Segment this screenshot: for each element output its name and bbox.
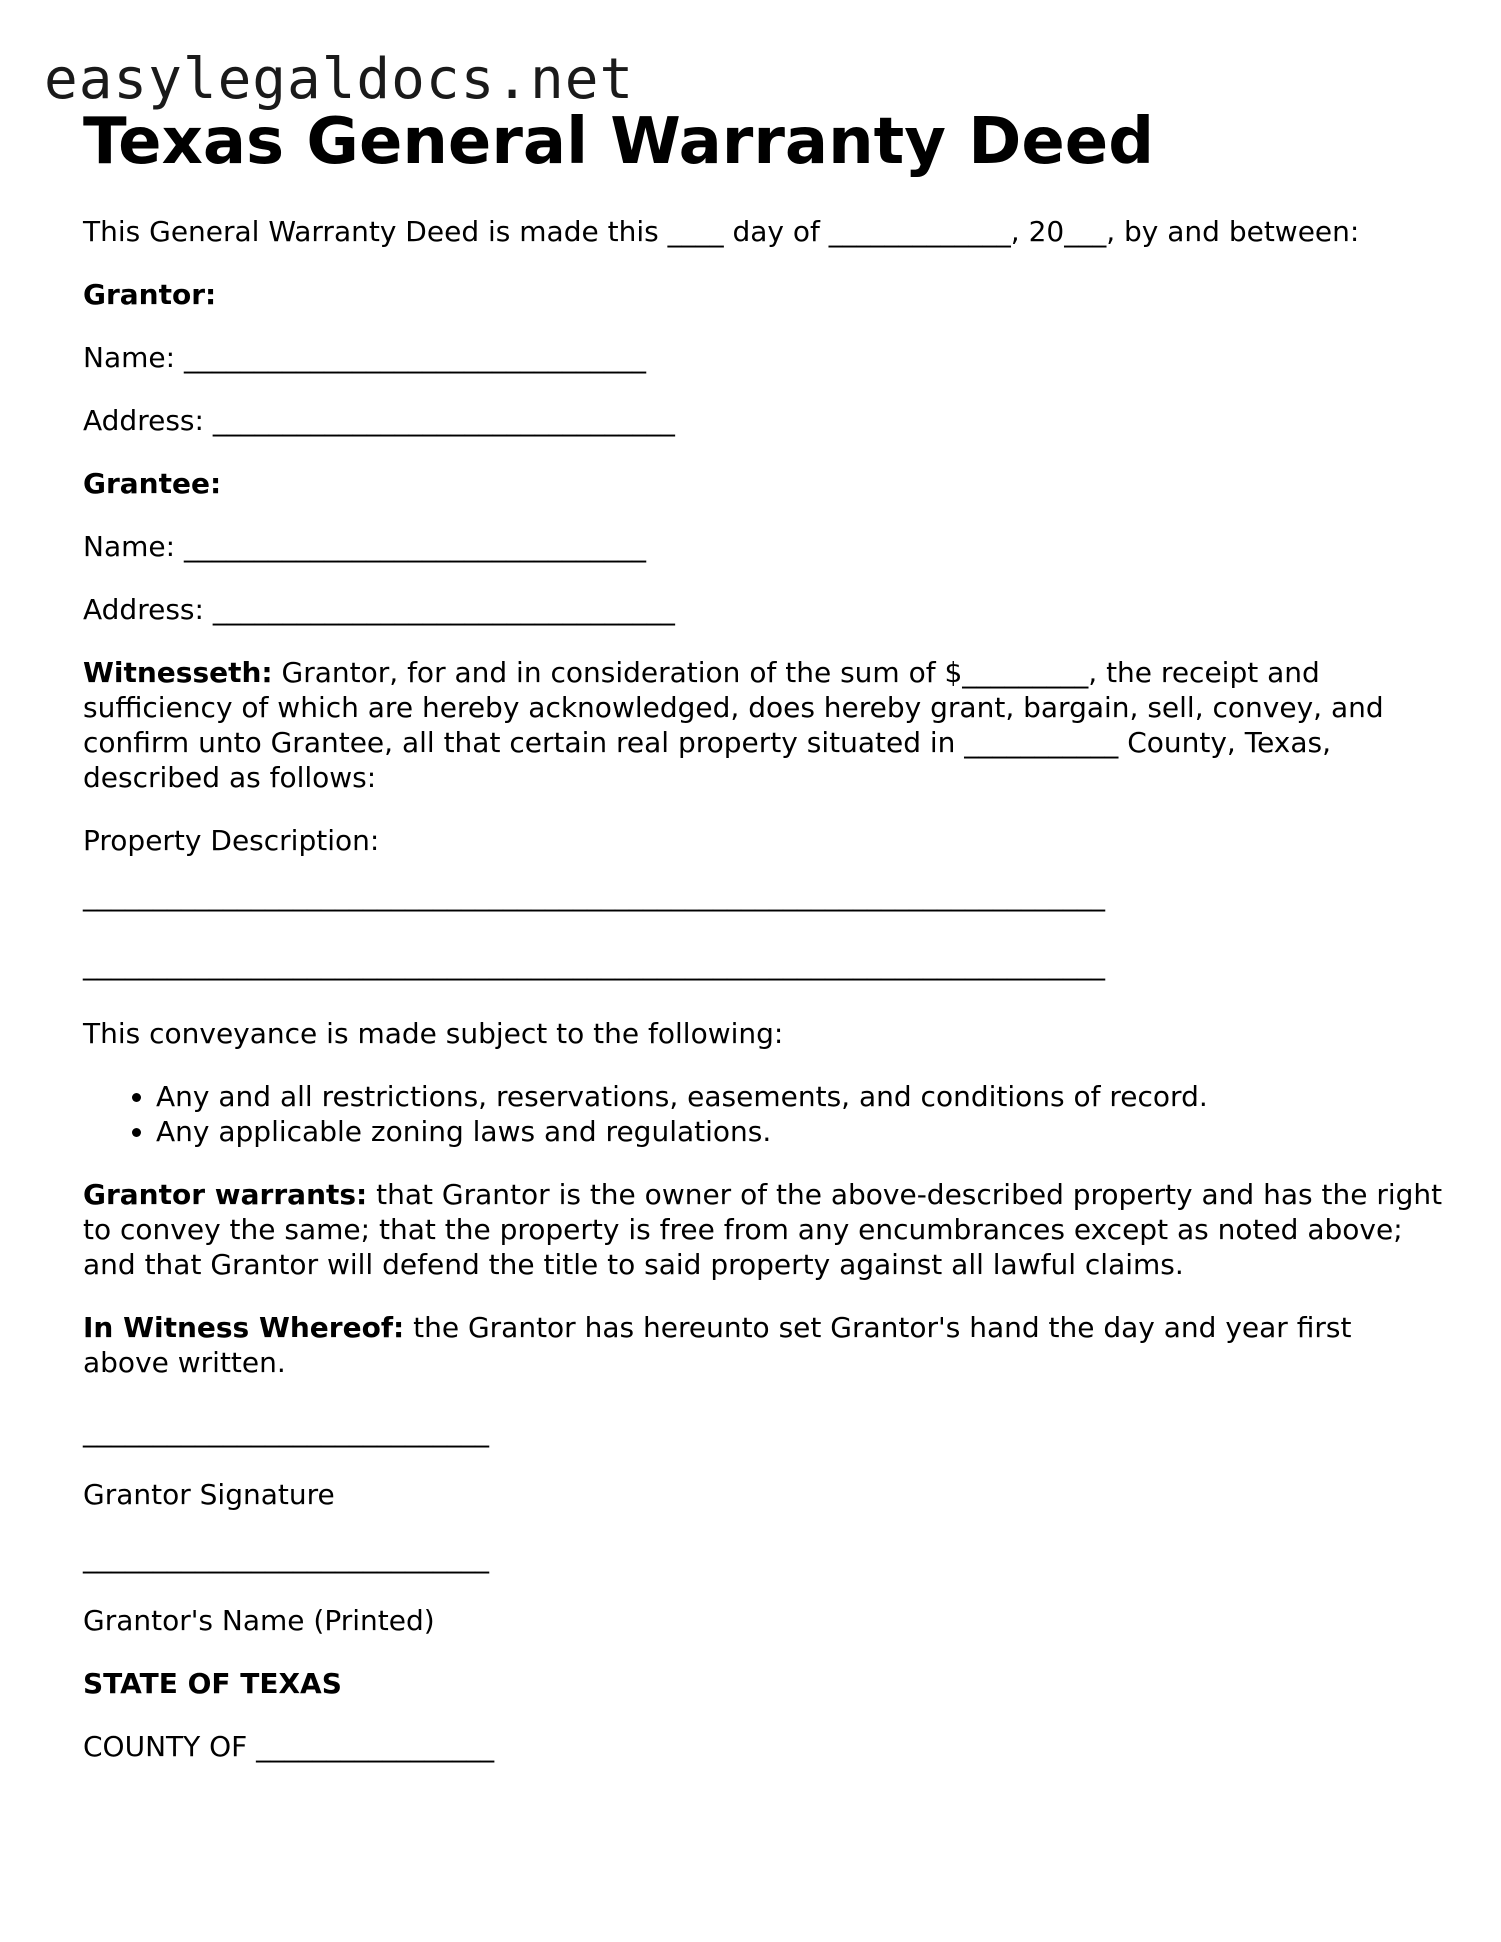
witnesseth-paragraph <box>83 655 1443 795</box>
printed-name-label: Grantor's Name (Printed) <box>83 1604 435 1637</box>
list-item: • Any and all restrictions, reservations, easements, and conditions of record. <box>156 1079 1443 1114</box>
property-line-2: _________________________________________________________________________ <box>83 948 1105 981</box>
warrants-paragraph <box>83 1177 1443 1282</box>
witnesseth-text: Grantor, for and in consideration of the sum of $_________, the receipt and sufficiency of which are hereby acknowledged, does hereby grant, bargain, sell, convey, and confirm unto Grantee, all that certain real property situated in ___________ County, Texas, described as follows: <box>83 656 1384 794</box>
whereof-text: the Grantor has hereunto set Grantor's hand the day and year first above written. <box>83 1311 1352 1379</box>
state-heading: STATE OF TEXAS <box>83 1667 342 1700</box>
grantor-heading: Grantor: <box>83 278 217 311</box>
watermark: easylegaldocs.net <box>44 47 635 112</box>
subject-list <box>83 1079 1443 1149</box>
document-page <box>83 100 1443 1792</box>
grantee-heading: Grantee: <box>83 467 222 500</box>
grantee-name-field: Name: _________________________________ <box>83 530 646 563</box>
warrants-text: that Grantor is the owner of the above-described property and has the right to convey the same; that the property is free from any encumbrances except as noted above; and that Grantor will defend the title to said property against all lawful claims. <box>83 1178 1443 1281</box>
grantor-address-field: Address: _________________________________ <box>83 404 675 437</box>
county-field: COUNTY OF _________________ <box>83 1730 495 1763</box>
document-title: Texas General Warranty Deed <box>83 105 1154 179</box>
property-description-label: Property Description: <box>83 824 380 857</box>
signature-line: _____________________________ <box>83 1415 489 1448</box>
property-line-1: _________________________________________________________________________ <box>83 879 1105 912</box>
intro-paragraph: This General Warranty Deed is made this ____ day of _____________, 20___, by and between: <box>83 215 1360 248</box>
whereof-label: In Witness Whereof: <box>83 1311 405 1344</box>
whereof-paragraph <box>83 1310 1443 1380</box>
signature-label: Grantor Signature <box>83 1478 335 1511</box>
printed-name-line: _____________________________ <box>83 1541 489 1574</box>
list-item: • Any applicable zoning laws and regulations. <box>156 1114 1443 1149</box>
warrants-label: Grantor warrants: <box>83 1178 368 1211</box>
grantor-name-field: Name: _________________________________ <box>83 341 646 374</box>
grantee-address-field: Address: _________________________________ <box>83 593 675 626</box>
witnesseth-label: Witnesseth: <box>83 656 273 689</box>
subject-intro: This conveyance is made subject to the following: <box>83 1017 784 1050</box>
